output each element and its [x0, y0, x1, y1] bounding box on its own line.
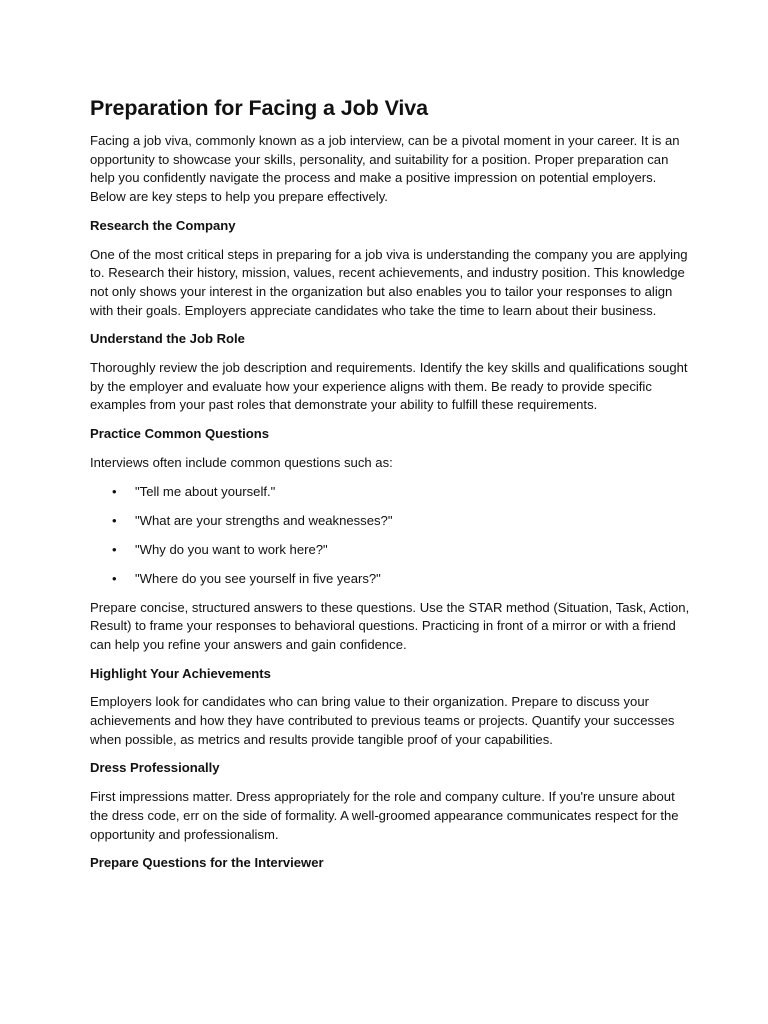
section-heading-practice: Practice Common Questions — [90, 426, 269, 442]
list-item — [90, 512, 690, 531]
section-body-achievements: Employers look for candidates who can bring value to their organization. Prepare to discuss your achievements and how they have contributed to previous teams or projects. Quantify your successes when possible, as metrics and results provide tangible proof of your capabilities. — [90, 694, 675, 747]
section-body-research: One of the most critical steps in preparing for a job viva is understanding the company you are applying to. Research their history, mission, values, recent achievements, and industry position. This knowledge not only shows your interest in the organization but also enables you to tailor your responses to align with their goals. Employers appreciate candidates who take the time to learn about their business. — [90, 246, 688, 318]
page-title: Preparation for Facing a Job Viva — [90, 96, 429, 120]
section-heading-questions: Prepare Questions for the Interviewer — [90, 855, 324, 871]
list-item-text: "Tell me about yourself." — [135, 483, 276, 499]
section-heading-research: Research the Company — [90, 217, 236, 233]
section-body-practice: Prepare concise, structured answers to these questions. Use the STAR method (Situation, Task, Action, Result) to frame your responses to behavioral questions. Practicing in front of a mirror or with a friend can help you refine your answers and gain confidence. — [90, 599, 690, 652]
bullet-icon: • — [112, 512, 117, 528]
list-item-text: "Why do you want to work here?" — [135, 541, 328, 557]
bullet-icon: • — [112, 570, 117, 586]
list-item-text: "What are your strengths and weaknesses?" — [135, 512, 393, 528]
list-item — [90, 541, 690, 560]
section-body-role: Thoroughly review the job description and requirements. Identify the key skills and qualifications sought by the employer and evaluate how your experience aligns with them. Be ready to provide specific examples from your past roles that demonstrate your ability to fulfill these requirements. — [90, 360, 688, 413]
section-heading-role: Understand the Job Role — [90, 331, 245, 347]
bullet-icon: • — [112, 483, 117, 499]
list-item — [90, 483, 690, 502]
bullet-icon: • — [112, 541, 117, 557]
section-lead-practice: Interviews often include common questions such as: — [90, 454, 393, 470]
section-body-dress: First impressions matter. Dress appropriately for the role and company culture. If you're unsure about the dress code, err on the side of formality. A well-groomed appearance communicates respect for the opportunity and professionalism. — [90, 789, 679, 842]
document-body — [90, 92, 690, 883]
list-item-text: "Where do you see yourself in five years?" — [135, 570, 381, 586]
section-heading-dress: Dress Professionally — [90, 760, 220, 776]
section-heading-achievements: Highlight Your Achievements — [90, 665, 271, 681]
list-item — [90, 570, 690, 589]
common-questions-list — [90, 483, 690, 589]
intro-paragraph: Facing a job viva, commonly known as a job interview, can be a pivotal moment in your career. It is an opportunity to showcase your skills, personality, and suitability for a position. Proper preparation can help you confidently navigate the process and make a positive impression on potential employers. Below are key steps to help you prepare effectively. — [90, 133, 680, 205]
